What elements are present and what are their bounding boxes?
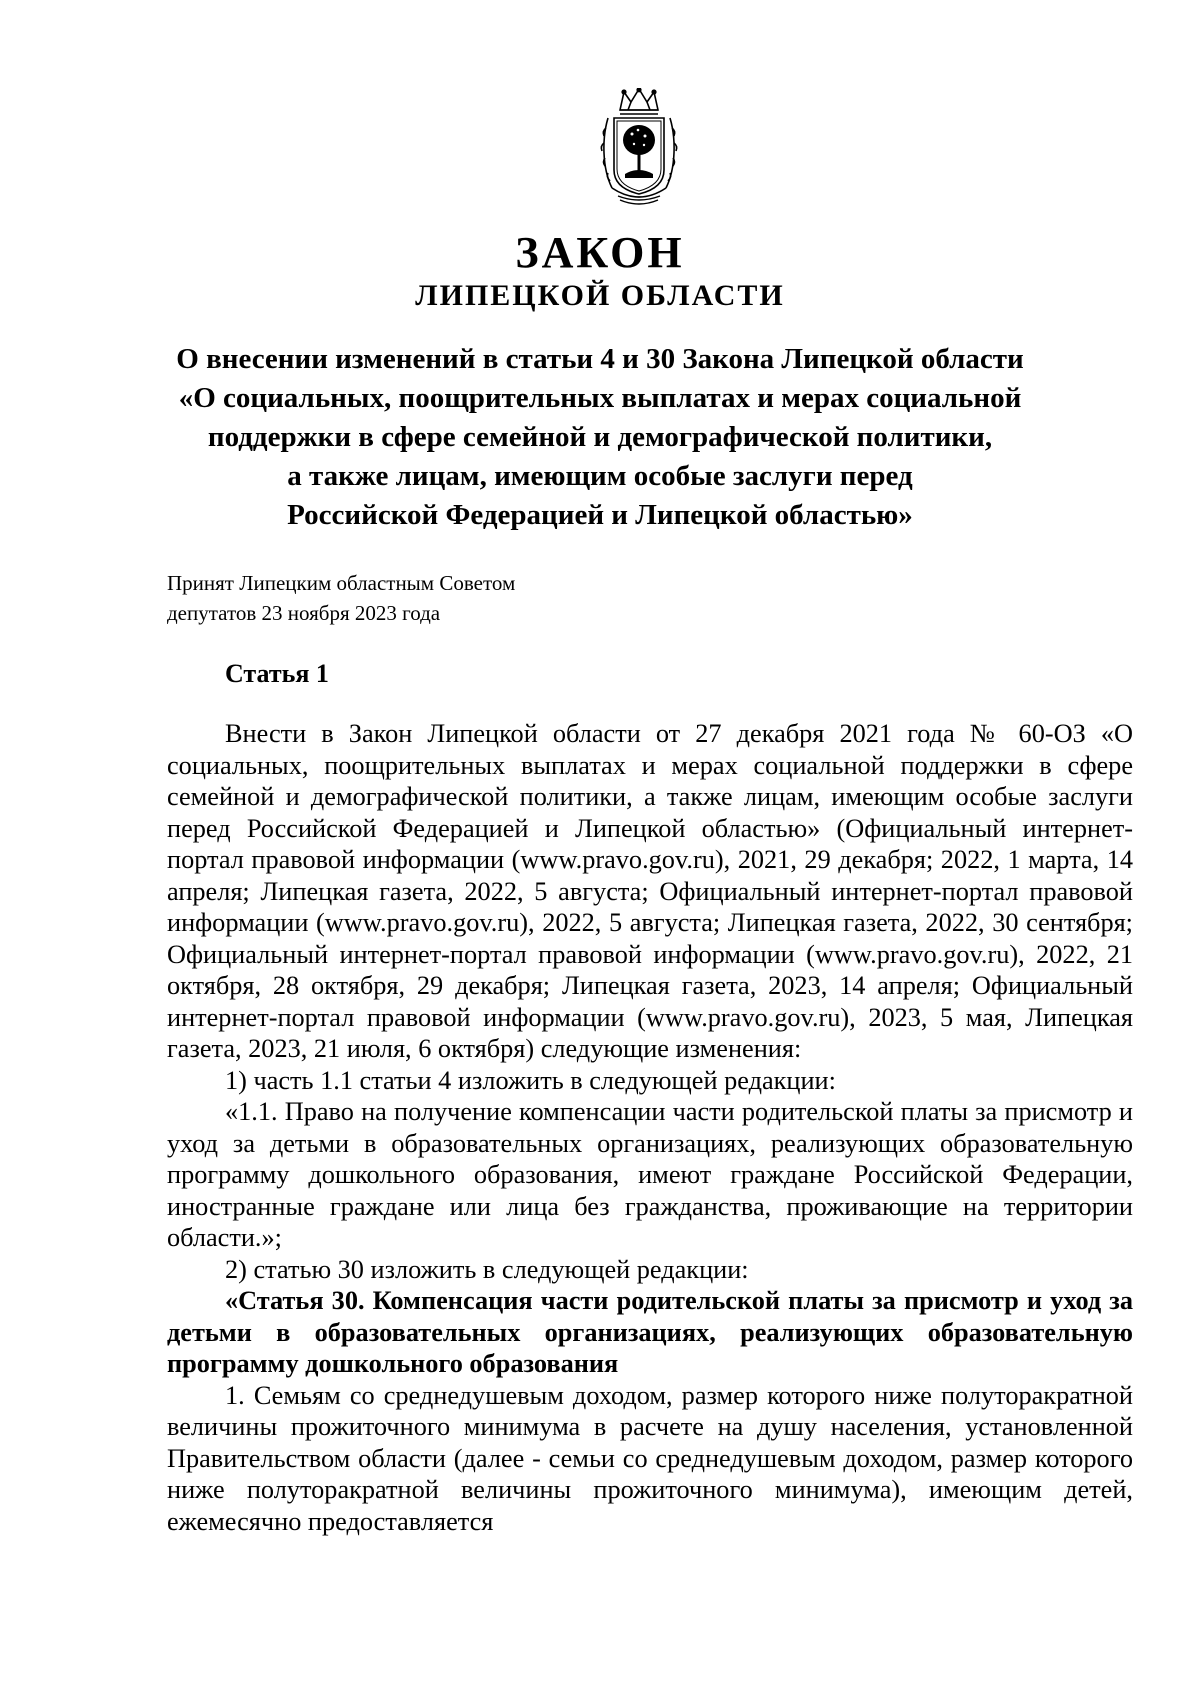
adoption-note-line: Принят Липецким областным Советом [167, 571, 516, 595]
law-title-line: Российской Федерацией и Липецкой областью» [287, 499, 913, 531]
article-body [167, 718, 1133, 1537]
law-title-line: а также лицам, имеющим особые заслуги перед [287, 460, 913, 492]
law-title [150, 340, 1050, 535]
article-paragraph: 2) статью 30 изложить в следующей редакции: [225, 1254, 749, 1284]
adoption-note-line: депутатов 23 ноября 2023 года [167, 601, 441, 625]
article-paragraph: Внести в Закон Липецкой области от 27 декабря 2021 года № 60-ОЗ «О социальных, поощрительных выплатах и мерах социальной поддержки в сфере семейной и демографической политики, а также лицам, имеющим особые заслуги перед Российской Федерацией и Липецкой областью» (Официальный интернет-портал правовой информации (www.pravo.gov.ru), 2021, 29 декабря; 2022, 1 марта, 14 апреля; Липецкая газета, 2022, 5 августа; Официальный интернет-портал правовой информации (www.pravo.gov.ru), 2022, 5 августа; Липецкая газета, 2022, 30 сентября; Официальный интернет-портал правовой информации (www.pravo.gov.ru), 2022, 21 октября, 28 октября, 29 декабря; Липецкая газета, 2023, 14 апреля; Официальный интернет-портал правовой информации (www.pravo.gov.ru), 2023, 5 мая, Липецкая газета, 2023, 21 июля, 6 октября) следующие изменения: [167, 719, 1133, 1063]
article-paragraph: 1) часть 1.1 статьи 4 изложить в следующей редакции: [225, 1065, 836, 1095]
document-type-title: ЗАКОН [515, 228, 685, 277]
article-paragraph: 1. Семьям со среднедушевым доходом, размер которого ниже полуторакратной величины прожиточного минимума в расчете на душу населения, установленной Правительством области (далее - семьи со среднедушевым доходом, размер которого ниже полуторакратной величины прожиточного минимума), имеющим детей, ежемесячно предоставляется [167, 1380, 1133, 1536]
coat-of-arms-icon [598, 88, 680, 206]
article-paragraph: «1.1. Право на получение компенсации части родительской платы за присмотр и уход за детьми в образовательных организациях, реализующих образовательную программу дошкольного образования, имеют граждане Российской Федерации, иностранные граждане или лица без гражданства, проживающие на территории области.»; [167, 1097, 1133, 1252]
law-title-line: поддержки в сфере семейной и демографической политики, [207, 421, 993, 453]
law-title-line: «О социальных, поощрительных выплатах и мерах социальной [178, 382, 1022, 414]
law-title-line: О внесении изменений в статьи 4 и 30 Закона Липецкой области [176, 343, 1024, 375]
article-30-heading: «Статья 30. Компенсация части родительской платы за присмотр и уход за детьми в образовательных организациях, реализующих образовательную программу дошкольного образования [167, 1286, 1133, 1378]
adoption-note [167, 568, 515, 628]
article-heading: Статья 1 [225, 659, 329, 688]
region-subtitle: ЛИПЕЦКОЙ ОБЛАСТИ [415, 279, 785, 312]
